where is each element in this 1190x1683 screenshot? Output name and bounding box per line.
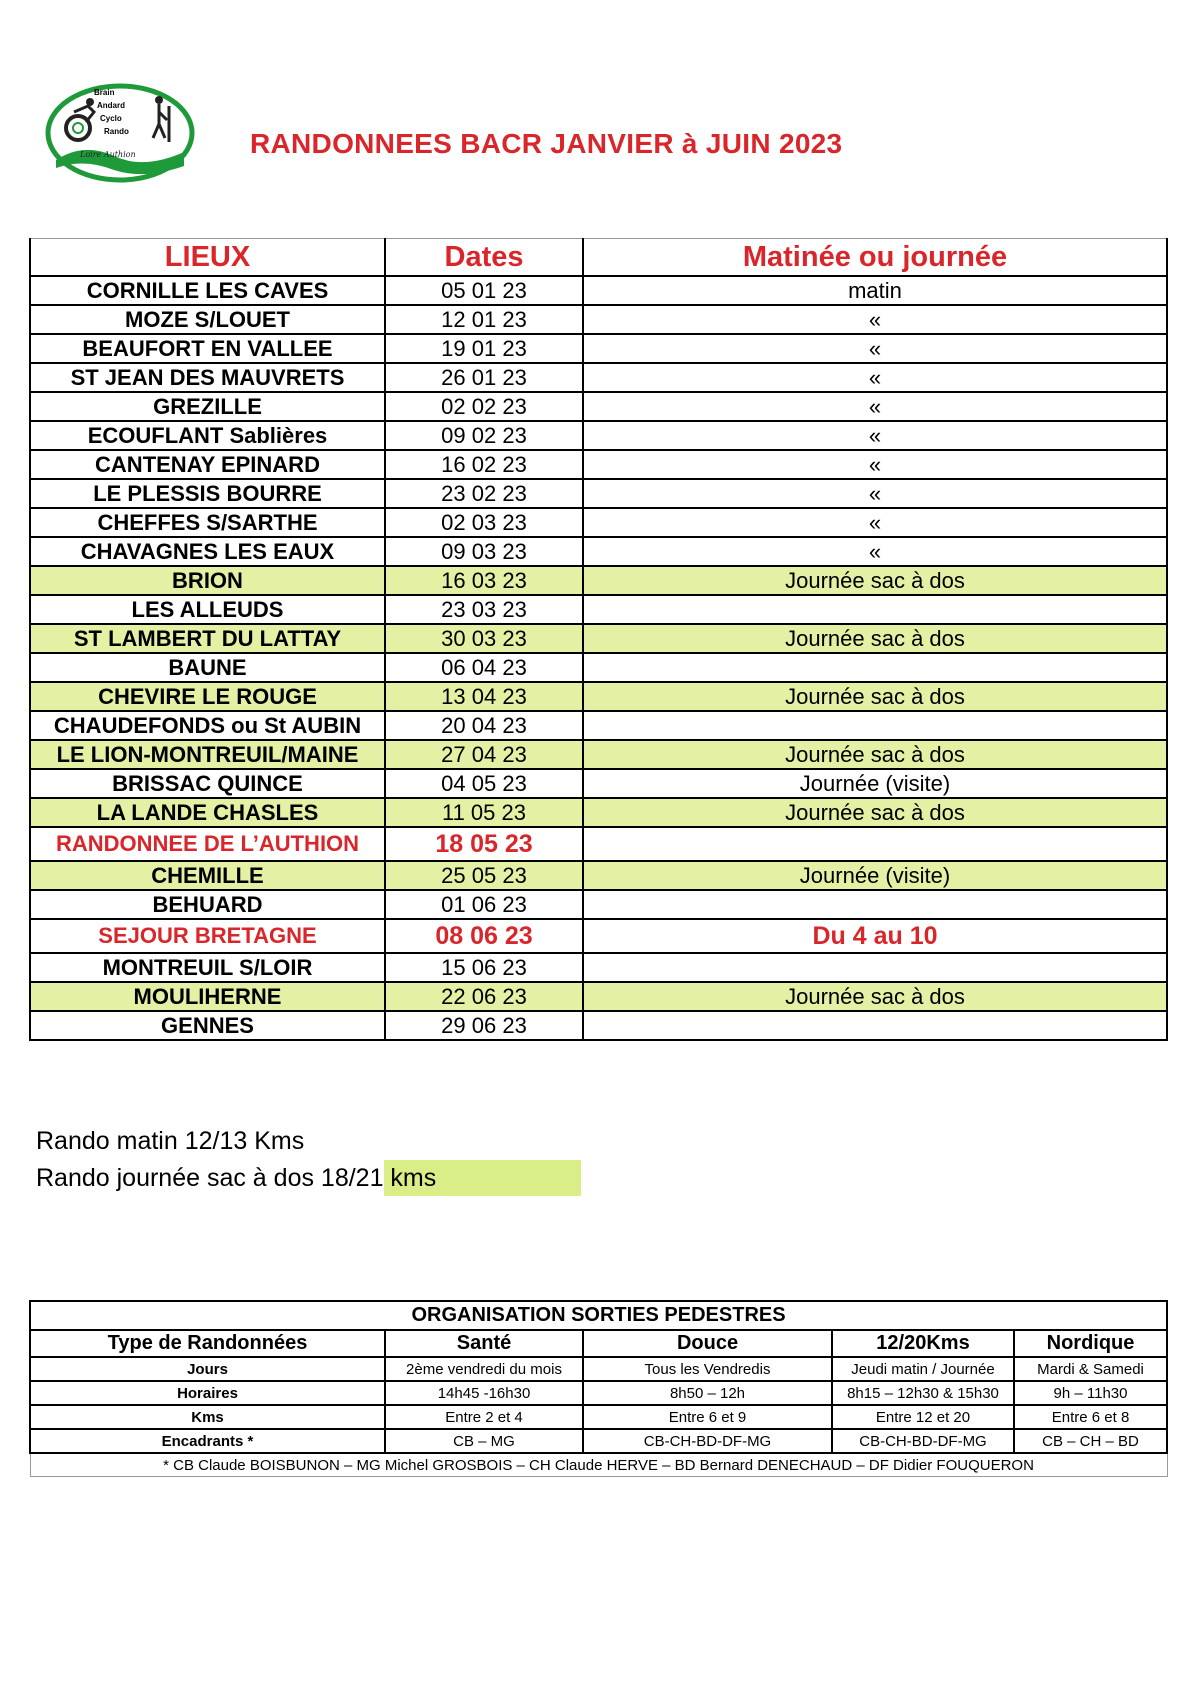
schedule-info: matin [583, 276, 1167, 305]
schedule-date: 25 05 23 [385, 861, 583, 890]
schedule-date: 05 01 23 [385, 276, 583, 305]
organisation-cell: 8h50 – 12h [583, 1381, 832, 1405]
schedule-info: Journée sac à dos [583, 798, 1167, 827]
organisation-body [30, 1357, 1167, 1453]
schedule-lieu: BRISSAC QUINCE [30, 769, 385, 798]
page-title: RANDONNEES BACR JANVIER à JUIN 2023 [250, 128, 843, 159]
header-lieux: LIEUX [30, 239, 385, 277]
schedule-row [30, 982, 1167, 1011]
schedule-date: 19 01 23 [385, 334, 583, 363]
schedule-row [30, 537, 1167, 566]
organisation-row [30, 1381, 1167, 1405]
schedule-row [30, 682, 1167, 711]
schedule-info [583, 953, 1167, 982]
schedule-info [583, 1011, 1167, 1040]
organisation-row [30, 1357, 1167, 1381]
schedule-row [30, 953, 1167, 982]
schedule-lieu: BEHUARD [30, 890, 385, 919]
schedule-info [583, 711, 1167, 740]
schedule-date: 22 06 23 [385, 982, 583, 1011]
schedule-info: Journée sac à dos [583, 624, 1167, 653]
schedule-lieu: MONTREUIL S/LOIR [30, 953, 385, 982]
schedule-info: « [583, 450, 1167, 479]
schedule-info: Journée sac à dos [583, 740, 1167, 769]
header-matinee-journee: Matinée ou journée [583, 239, 1167, 277]
schedule-row [30, 624, 1167, 653]
logo-tagline: Loire Authion [80, 150, 136, 159]
schedule-info: Du 4 au 10 [583, 919, 1167, 953]
organisation-cell: 14h45 -16h30 [385, 1381, 583, 1405]
schedule-row [30, 363, 1167, 392]
schedule-row [30, 740, 1167, 769]
schedule-info: « [583, 537, 1167, 566]
schedule-info: « [583, 305, 1167, 334]
schedule-lieu: CHAUDEFONDS ou St AUBIN [30, 711, 385, 740]
schedule-row [30, 276, 1167, 305]
schedule-body [30, 276, 1167, 1040]
schedule-date: 12 01 23 [385, 305, 583, 334]
schedule-row [30, 890, 1167, 919]
organisation-cell: Entre 6 et 8 [1014, 1405, 1167, 1429]
schedule-lieu: CHEVIRE LE ROUGE [30, 682, 385, 711]
organisation-table [29, 1300, 1168, 1477]
schedule-lieu: CHEFFES S/SARTHE [30, 508, 385, 537]
organisation-row [30, 1405, 1167, 1429]
schedule-row [30, 861, 1167, 890]
schedule-info [583, 827, 1167, 861]
schedule-date: 26 01 23 [385, 363, 583, 392]
organisation-row [30, 1429, 1167, 1453]
schedule-row [30, 421, 1167, 450]
schedule-info [583, 890, 1167, 919]
schedule-lieu: GENNES [30, 1011, 385, 1040]
org-header-nordique: Nordique [1014, 1330, 1167, 1357]
schedule-date: 08 06 23 [385, 919, 583, 953]
organisation-footnote: * CB Claude BOISBUNON – MG Michel GROSBOIS – CH Claude HERVE – BD Bernard DENECHAUD – DF Didier FOUQUERON [30, 1453, 1167, 1477]
schedule-info [583, 653, 1167, 682]
logo-line-2: Andard [97, 101, 125, 110]
org-header-douce: Douce [583, 1330, 832, 1357]
schedule-lieu: MOULIHERNE [30, 982, 385, 1011]
schedule-info: « [583, 363, 1167, 392]
organisation-cell: 8h15 – 12h30 & 15h30 [832, 1381, 1014, 1405]
schedule-info: « [583, 421, 1167, 450]
logo-line-3: Cyclo [100, 114, 122, 123]
schedule-date: 30 03 23 [385, 624, 583, 653]
schedule-date: 15 06 23 [385, 953, 583, 982]
schedule-date: 16 03 23 [385, 566, 583, 595]
schedule-info: Journée (visite) [583, 769, 1167, 798]
logo-lettering [94, 86, 129, 138]
schedule-row [30, 566, 1167, 595]
bacr-logo [44, 82, 196, 184]
schedule-lieu: BRION [30, 566, 385, 595]
organisation-header-row [30, 1330, 1167, 1357]
schedule-row [30, 595, 1167, 624]
schedule-row [30, 919, 1167, 953]
schedule-lieu: CORNILLE LES CAVES [30, 276, 385, 305]
organisation-cell: CB-CH-BD-DF-MG [832, 1429, 1014, 1453]
schedule-lieu: GREZILLE [30, 392, 385, 421]
schedule-lieu: MOZE S/LOUET [30, 305, 385, 334]
schedule-row [30, 653, 1167, 682]
schedule-date: 02 03 23 [385, 508, 583, 537]
schedule-lieu: BAUNE [30, 653, 385, 682]
schedule-header-row [30, 239, 1167, 277]
organisation-row-label: Jours [30, 1357, 385, 1381]
schedule-date: 09 03 23 [385, 537, 583, 566]
organisation-caption-row [30, 1301, 1167, 1330]
schedule-lieu: LE PLESSIS BOURRE [30, 479, 385, 508]
organisation-cell: Entre 2 et 4 [385, 1405, 583, 1429]
schedule-lieu: CHAVAGNES LES EAUX [30, 537, 385, 566]
schedule-info: Journée sac à dos [583, 982, 1167, 1011]
schedule-date: 16 02 23 [385, 450, 583, 479]
organisation-row-label: Kms [30, 1405, 385, 1429]
schedule-row [30, 711, 1167, 740]
organisation-cell: CB-CH-BD-DF-MG [583, 1429, 832, 1453]
organisation-cell: Entre 6 et 9 [583, 1405, 832, 1429]
organisation-cell: CB – CH – BD [1014, 1429, 1167, 1453]
schedule-row [30, 334, 1167, 363]
header-dates: Dates [385, 239, 583, 277]
legend-rando-matin: Rando matin 12/13 Kms [36, 1127, 305, 1155]
organisation-cell: Entre 12 et 20 [832, 1405, 1014, 1429]
schedule-row [30, 769, 1167, 798]
organisation-caption: ORGANISATION SORTIES PEDESTRES [30, 1301, 1167, 1330]
schedule-lieu: ECOUFLANT Sablières [30, 421, 385, 450]
schedule-row [30, 1011, 1167, 1040]
schedule-lieu: ST LAMBERT DU LATTAY [30, 624, 385, 653]
schedule-date: 04 05 23 [385, 769, 583, 798]
schedule-lieu: LA LANDE CHASLES [30, 798, 385, 827]
schedule-date: 27 04 23 [385, 740, 583, 769]
schedule-info: Journée sac à dos [583, 566, 1167, 595]
organisation-cell: 9h – 11h30 [1014, 1381, 1167, 1405]
legend-rando-journee: Rando journée sac à dos 18/21 kms [29, 1160, 581, 1196]
schedule-lieu: ST JEAN DES MAUVRETS [30, 363, 385, 392]
schedule-row [30, 450, 1167, 479]
schedule-table [29, 238, 1168, 1041]
schedule-date: 29 06 23 [385, 1011, 583, 1040]
schedule-info: « [583, 392, 1167, 421]
schedule-info: « [583, 479, 1167, 508]
schedule-row [30, 508, 1167, 537]
schedule-date: 09 02 23 [385, 421, 583, 450]
schedule-lieu: LES ALLEUDS [30, 595, 385, 624]
schedule-date: 20 04 23 [385, 711, 583, 740]
schedule-row [30, 827, 1167, 861]
organisation-cell: Jeudi matin / Journée [832, 1357, 1014, 1381]
schedule-row [30, 479, 1167, 508]
schedule-date: 23 02 23 [385, 479, 583, 508]
schedule-info: « [583, 334, 1167, 363]
schedule-date: 02 02 23 [385, 392, 583, 421]
schedule-lieu: SEJOUR BRETAGNE [30, 919, 385, 953]
schedule-date: 01 06 23 [385, 890, 583, 919]
organisation-cell: Tous les Vendredis [583, 1357, 832, 1381]
schedule-info [583, 595, 1167, 624]
schedule-date: 11 05 23 [385, 798, 583, 827]
org-header-12-20kms: 12/20Kms [832, 1330, 1014, 1357]
schedule-lieu: BEAUFORT EN VALLEE [30, 334, 385, 363]
organisation-row-label: Horaires [30, 1381, 385, 1405]
schedule-info: Journée (visite) [583, 861, 1167, 890]
organisation-cell: 2ème vendredi du mois [385, 1357, 583, 1381]
schedule-lieu: LE LION-MONTREUIL/MAINE [30, 740, 385, 769]
schedule-lieu: CHEMILLE [30, 861, 385, 890]
schedule-date: 23 03 23 [385, 595, 583, 624]
logo-line-4: Rando [104, 127, 129, 136]
schedule-date: 18 05 23 [385, 827, 583, 861]
schedule-lieu: CANTENAY EPINARD [30, 450, 385, 479]
schedule-lieu: RANDONNEE DE L’AUTHION [30, 827, 385, 861]
schedule-row [30, 305, 1167, 334]
organisation-footnote-row [30, 1453, 1167, 1477]
logo-line-1: Brain [94, 88, 115, 97]
schedule-info: Journée sac à dos [583, 682, 1167, 711]
organisation-cell: CB – MG [385, 1429, 583, 1453]
org-header-type: Type de Randonnées [30, 1330, 385, 1357]
organisation-row-label: Encadrants * [30, 1429, 385, 1453]
schedule-row [30, 798, 1167, 827]
schedule-date: 06 04 23 [385, 653, 583, 682]
schedule-date: 13 04 23 [385, 682, 583, 711]
schedule-row [30, 392, 1167, 421]
organisation-cell: Mardi & Samedi [1014, 1357, 1167, 1381]
org-header-sante: Santé [385, 1330, 583, 1357]
schedule-info: « [583, 508, 1167, 537]
